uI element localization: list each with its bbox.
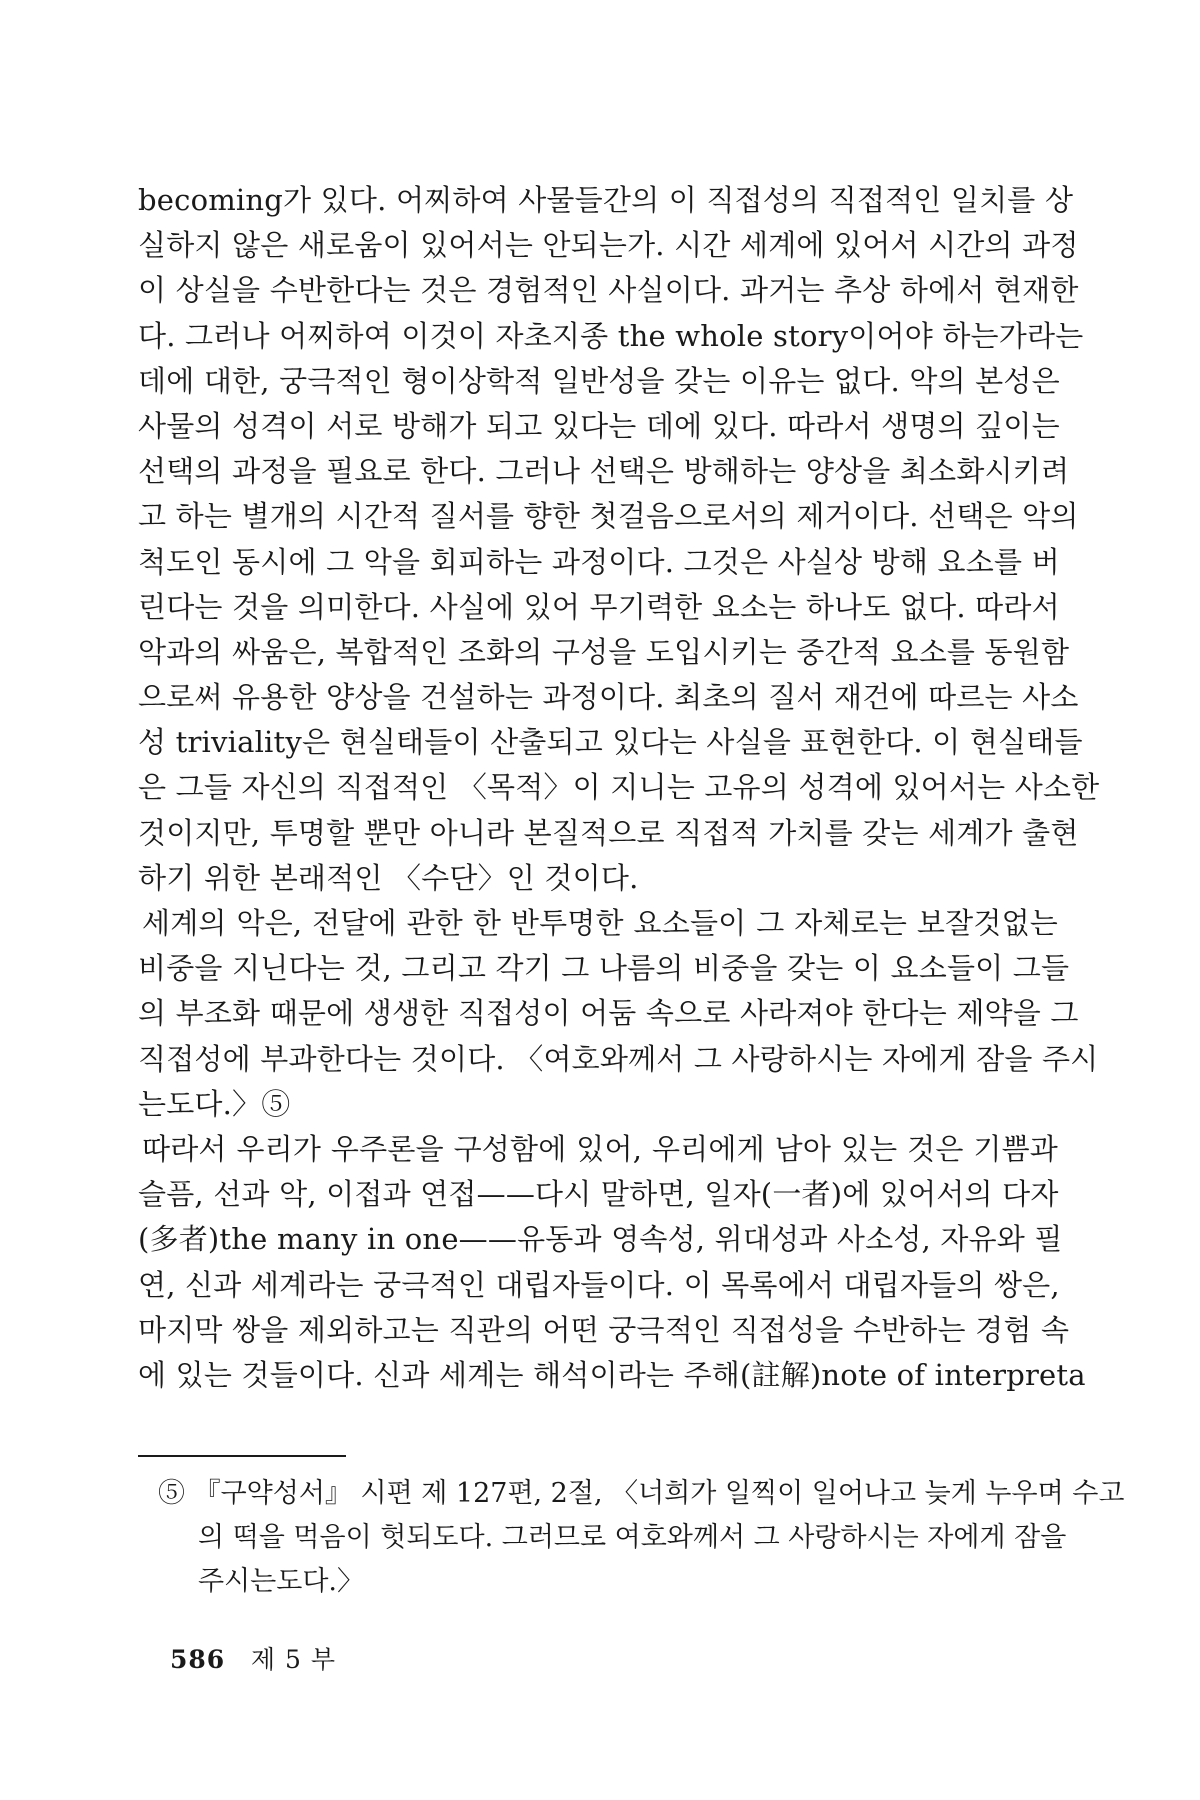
page-footer: [170, 1640, 336, 1676]
main-text: [138, 178, 1100, 1398]
text-line: 이 상실을 수반한다는 것은 경험적인 사실이다. 과거는 추상 하에서 현재한: [138, 273, 1079, 308]
footnote-line: 의 떡을 먹음이 헛되도다. 그러므로 여호와께서 그 사랑하시는 자에게 잠을: [198, 1522, 1067, 1553]
text-line: 는도다.〉⑤: [138, 1086, 291, 1121]
text-line: 선택의 과정을 필요로 한다. 그러나 선택은 방해하는 양상을 최소화시키려: [138, 454, 1070, 489]
text-line: 악과의 싸움은, 복합적인 조화의 구성을 도입시키는 중간적 요소를 동원함: [138, 634, 1070, 669]
text-line: 비중을 지닌다는 것, 그리고 각기 그 나름의 비중을 갖는 이 요소들이 그들: [138, 951, 1070, 986]
text-line: 슬픔, 선과 악, 이접과 연접——다시 말하면, 일자(一者)에 있어서의 다자: [138, 1177, 1059, 1212]
text-line: 에 있는 것들이다. 신과 세계는 해석이라는 주해(註解)note of interpreta: [138, 1357, 1086, 1392]
text-line: 하기 위한 본래적인 〈수단〉인 것이다.: [138, 860, 639, 895]
text-line: 의 부조화 때문에 생생한 직접성이 어둠 속으로 사라져야 한다는 제약을 그: [138, 996, 1079, 1031]
text-line: 직접성에 부과한다는 것이다. 〈여호와께서 그 사랑하시는 자에게 잠을 주시: [138, 1041, 1099, 1076]
text-line: 마지막 쌍을 제외하고는 직관의 어떤 궁극적인 직접성을 수반하는 경험 속: [138, 1312, 1070, 1347]
text-line: 성 triviality은 현실태들이 산출되고 있다는 사실을 표현한다. 이 현실태들: [138, 725, 1083, 760]
text-line: (多者)the many in one——유동과 영속성, 위대성과 사소성, 자유와 필: [138, 1222, 1063, 1257]
text-line: 데에 대한, 궁극적인 형이상학적 일반성을 갖는 이유는 없다. 악의 본성은: [138, 363, 1060, 398]
paragraph-1: [138, 178, 1100, 901]
text-line: 으로써 유용한 양상을 건설하는 과정이다. 최초의 질서 재건에 따르는 사소: [138, 680, 1079, 715]
footnote-line: ⑤ 『구약성서』 시편 제 127편, 2절, 〈너희가 일찍이 일어나고 늦게 누우며 수고: [158, 1478, 1125, 1509]
paragraph-3: [138, 1127, 1086, 1398]
footnote-line: 주시는도다.〉: [198, 1566, 364, 1597]
text-line: 실하지 않은 새로움이 있어서는 안되는가. 시간 세계에 있어서 시간의 과정: [138, 228, 1079, 263]
text-line: 은 그들 자신의 직접적인 〈목적〉이 지니는 고유의 성격에 있어서는 사소한: [138, 770, 1100, 805]
text-line: 척도인 동시에 그 악을 회피하는 과정이다. 그것은 사실상 방해 요소를 버: [138, 544, 1060, 579]
footnote: [158, 1472, 1125, 1604]
text-line: 따라서 우리가 우주론을 구성함에 있어, 우리에게 남아 있는 것은 기쁨과: [142, 1131, 1058, 1166]
footnote-divider: [138, 1455, 346, 1457]
text-line: becoming가 있다. 어찌하여 사물들간의 이 직접성의 직접적인 일치를 상: [138, 183, 1074, 217]
page-number: 586: [170, 1645, 226, 1674]
text-line: 고 하는 별개의 시간적 질서를 향한 첫걸음으로서의 제거이다. 선택은 악의: [138, 499, 1079, 534]
text-line: 린다는 것을 의미한다. 사실에 있어 무기력한 요소는 하나도 없다. 따라서: [138, 589, 1060, 624]
part-label: 제 5 부: [250, 1645, 337, 1674]
text-line: 것이지만, 투명할 뿐만 아니라 본질적으로 직접적 가치를 갖는 세계가 출현: [138, 815, 1079, 850]
paragraph-2: [138, 901, 1099, 1127]
text-line: 세계의 악은, 전달에 관한 한 반투명한 요소들이 그 자체로는 보잘것없는: [142, 906, 1058, 940]
text-line: 연, 신과 세계라는 궁극적인 대립자들이다. 이 목록에서 대립자들의 쌍은,: [138, 1267, 1060, 1302]
text-line: 사물의 성격이 서로 방해가 되고 있다는 데에 있다. 따라서 생명의 깊이는: [138, 408, 1060, 443]
text-line: 다. 그러나 어찌하여 이것이 자초지종 the whole story이어야 하는가라는: [138, 318, 1084, 353]
